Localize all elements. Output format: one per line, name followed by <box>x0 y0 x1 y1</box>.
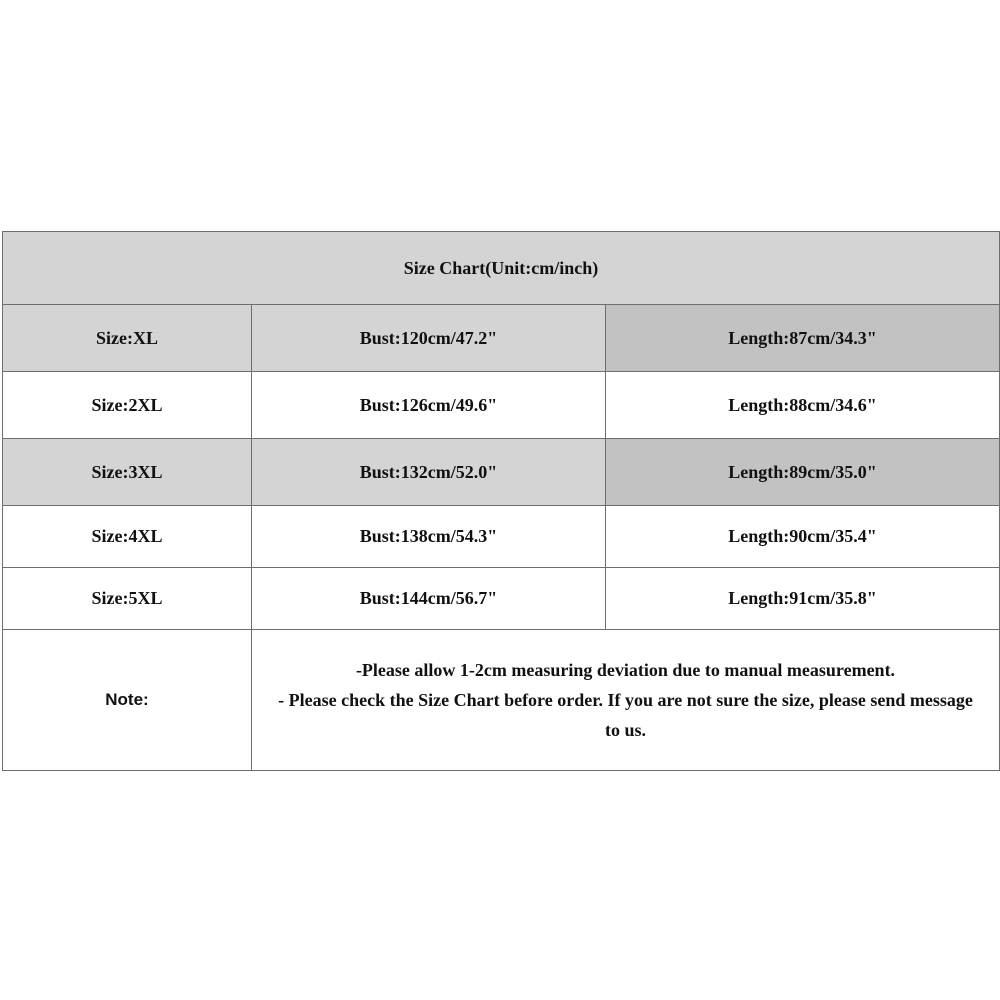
size-cell: Size:2XL <box>3 372 252 439</box>
bust-cell: Bust:138cm/54.3" <box>252 506 606 568</box>
table-row <box>3 305 1000 372</box>
length-cell: Length:91cm/35.8" <box>606 568 1000 630</box>
note-label: Note: <box>3 630 252 771</box>
note-text <box>252 630 1000 771</box>
bust-cell: Bust:132cm/52.0" <box>252 439 606 506</box>
length-cell: Length:88cm/34.6" <box>606 372 1000 439</box>
table-row <box>3 568 1000 630</box>
size-cell: Size:XL <box>3 305 252 372</box>
note-line: -Please allow 1-2cm measuring deviation due to manual measurement. <box>355 660 896 680</box>
size-cell: Size:5XL <box>3 568 252 630</box>
bust-cell: Bust:120cm/47.2" <box>252 305 606 372</box>
size-cell: Size:3XL <box>3 439 252 506</box>
bust-cell: Bust:144cm/56.7" <box>252 568 606 630</box>
table-row <box>3 372 1000 439</box>
note-row <box>3 630 1000 771</box>
length-cell: Length:87cm/34.3" <box>606 305 1000 372</box>
table-row <box>3 506 1000 568</box>
size-cell: Size:4XL <box>3 506 252 568</box>
table-title: Size Chart(Unit:cm/inch) <box>3 232 1000 305</box>
table-row <box>3 439 1000 506</box>
bust-cell: Bust:126cm/49.6" <box>252 372 606 439</box>
length-cell: Length:90cm/35.4" <box>606 506 1000 568</box>
size-chart-table <box>2 231 1000 771</box>
length-cell: Length:89cm/35.0" <box>606 439 1000 506</box>
table-title-row <box>3 232 1000 305</box>
note-line: - Please check the Size Chart before order. If you are not sure the size, please send message to us. <box>278 690 973 740</box>
